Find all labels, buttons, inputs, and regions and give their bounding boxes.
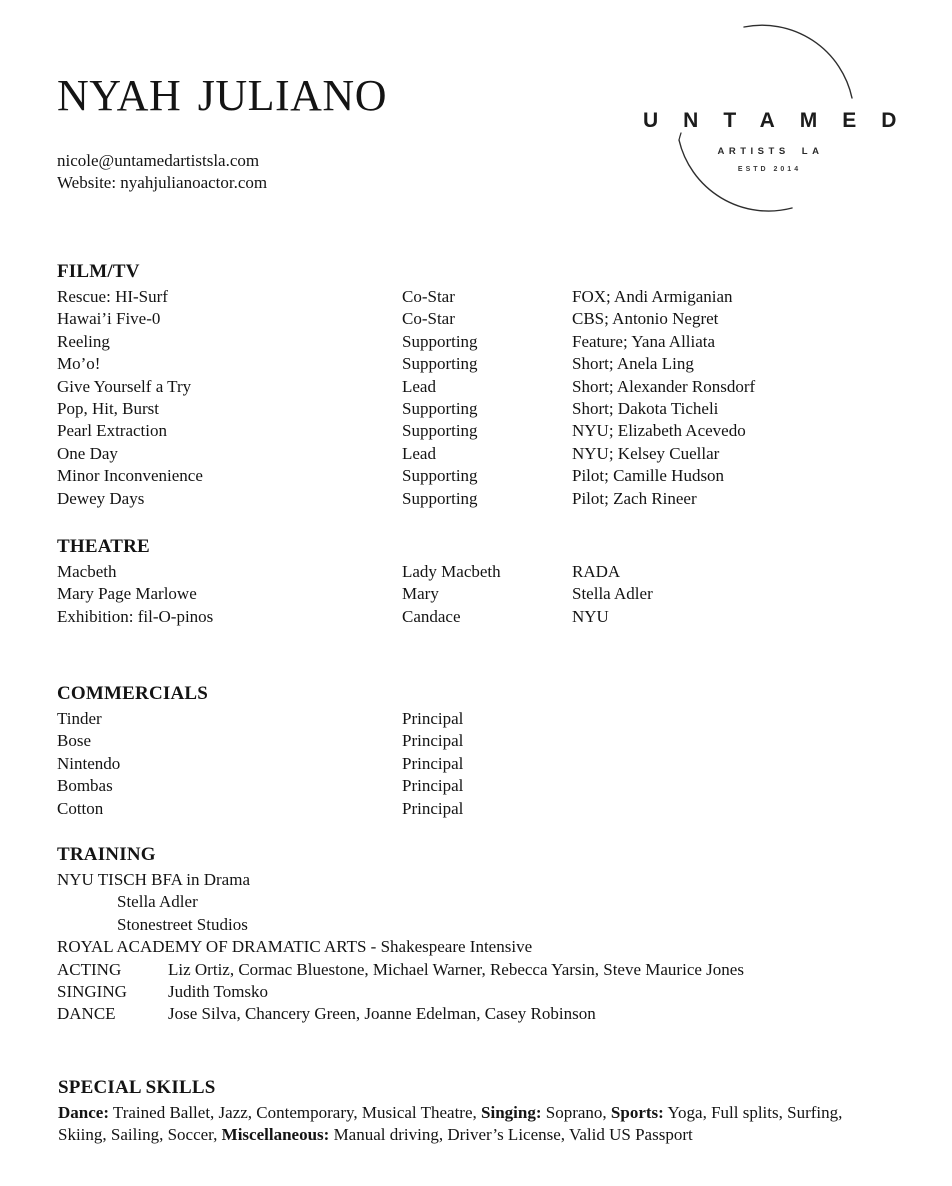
table-row [57,708,916,730]
training-line [57,981,916,1003]
section-heading-training: TRAINING [57,844,156,865]
training-line [57,891,916,913]
row-credit: Feature; Yana Alliata [572,331,716,351]
training-line [57,1003,916,1025]
table-row [57,353,916,375]
row-credit: CBS; Antonio Negret [572,309,719,329]
skills-segment: Trained Ballet, Jazz, Contemporary, Musical Theatre, [108,1103,482,1122]
row-credit: FOX; Andi Armiganian [572,287,733,306]
row-role: Supporting [402,421,478,441]
row-role: Candace [402,606,461,626]
agency-logo [618,14,922,224]
table-row [57,753,916,775]
training-text: Liz Ortiz, Cormac Bluestone, Michael Warner, Rebecca Yarsin, Steve Maurice Jones [168,959,744,979]
theatre-table [57,561,916,628]
row-role: Mary [402,584,439,604]
section-heading-commercials: COMMERCIALS [57,683,209,704]
row-title: Reeling [57,331,110,351]
training-label: ACTING [57,959,122,979]
skills-paragraph [58,1102,858,1147]
section-heading-theatre: THEATRE [57,536,150,557]
skills-segment: Soprano, [541,1103,611,1122]
row-title: Minor Inconvenience [57,466,203,486]
contact-website: Website: nyahjulianoactor.com [57,173,268,193]
section-commercials [57,682,916,820]
row-role: Supporting [402,331,478,351]
section-theatre [57,535,916,628]
row-title: Macbeth [57,562,117,581]
training-line [57,914,916,936]
table-row [57,286,916,308]
table-row [57,798,916,820]
table-row [57,583,916,605]
row-title: Mo’o! [57,354,101,374]
commercials-table [57,708,916,820]
table-row [57,420,916,442]
row-role: Principal [402,753,464,773]
row-credit: Stella Adler [572,584,653,604]
row-title: Cotton [57,798,104,818]
training-line [57,869,916,891]
row-role: Supporting [402,399,478,419]
table-row [57,488,916,510]
row-title: Bombas [57,776,113,796]
row-title: Tinder [57,709,102,728]
training-text: NYU TISCH BFA in Drama [57,870,250,889]
row-title: Rescue: HI-Surf [57,287,168,306]
table-row [57,331,916,353]
row-title: Nintendo [57,753,121,773]
training-list [57,869,916,1026]
row-role: Co-Star [402,287,455,306]
skills-segment: Yoga, Full splits, Surfing, Skiing, Sailing, Soccer, [58,1103,843,1145]
row-role: Lead [402,443,436,463]
row-role: Co-Star [402,309,455,329]
row-title: Hawai’i Five-0 [57,309,161,329]
training-line [57,959,916,981]
row-credit: Pilot; Camille Hudson [572,466,725,486]
skills-segment: Singing: [481,1103,542,1122]
row-role: Lady Macbeth [402,562,501,581]
row-title: Mary Page Marlowe [57,584,197,604]
table-row [57,606,916,628]
table-row [57,730,916,752]
logo-subtitle: ARTISTS LA [717,146,824,157]
row-title: Pearl Extraction [57,421,167,441]
logo-established: ESTD 2014 [737,166,802,173]
row-role: Supporting [402,466,478,486]
row-title: One Day [57,443,118,463]
training-text: Judith Tomsko [168,982,269,1002]
training-text: ROYAL ACADEMY OF DRAMATIC ARTS - Shakespeare Intensive [57,937,533,957]
row-role: Supporting [402,488,478,508]
training-text: Jose Silva, Chancery Green, Joanne Edelman, Casey Robinson [168,1004,596,1024]
training-label: DANCE [57,1004,116,1024]
contact-block [57,150,267,195]
table-row [57,308,916,330]
table-row [57,561,916,583]
training-text: Stonestreet Studios [117,914,248,934]
row-title: Exhibition: fil-O-pinos [57,606,214,626]
training-text: Stella Adler [117,892,198,912]
section-film-tv [57,260,916,510]
row-credit: Short; Alexander Ronsdorf [572,376,756,396]
skills-segment: Sports: [610,1103,664,1122]
row-credit: Short; Anela Ling [572,354,694,374]
logo-name: UNTAMED [643,109,922,132]
row-credit: NYU [572,606,609,626]
row-role: Principal [402,776,464,796]
row-role: Supporting [402,354,478,374]
row-credit: NYU; Elizabeth Acevedo [572,421,746,441]
table-row [57,376,916,398]
row-credit: Pilot; Zach Rineer [572,488,697,508]
table-row [57,398,916,420]
row-role: Principal [402,709,464,728]
page-title: NYAH JULIANO [57,71,387,120]
section-heading-film-tv: FILM/TV [57,261,140,282]
row-title: Dewey Days [57,488,145,508]
section-training [57,843,916,1026]
table-row [57,443,916,465]
row-title: Pop, Hit, Burst [57,399,160,419]
contact-email: nicole@untamedartistsla.com [57,151,260,170]
training-label: SINGING [57,982,127,1002]
row-role: Lead [402,376,436,396]
row-credit: RADA [572,562,621,581]
row-role: Principal [402,798,464,818]
film-tv-table [57,286,916,510]
skills-segment: Miscellaneous: [221,1125,330,1145]
training-line [57,936,916,958]
section-heading-special-skills: SPECIAL SKILLS [58,1077,216,1098]
table-row [57,775,916,797]
row-title: Give Yourself a Try [57,376,192,396]
skills-segment: Manual driving, Driver’s License, Valid US Passport [329,1125,693,1145]
section-special-skills [58,1076,916,1147]
skills-segment: Dance: [58,1103,109,1122]
row-credit: Short; Dakota Ticheli [572,399,719,419]
row-credit: NYU; Kelsey Cuellar [572,443,720,463]
table-row [57,465,916,487]
row-role: Principal [402,731,464,751]
row-title: Bose [57,731,91,751]
